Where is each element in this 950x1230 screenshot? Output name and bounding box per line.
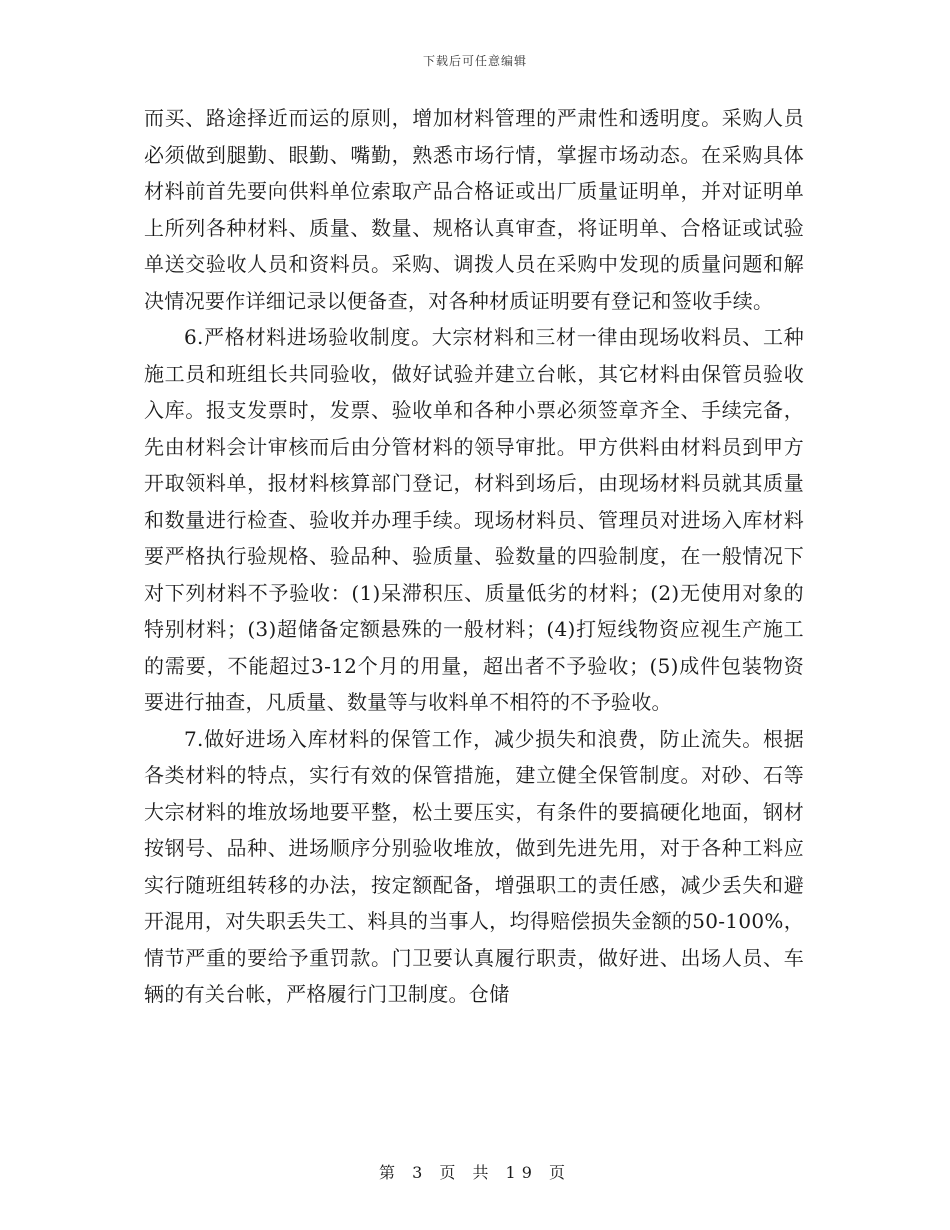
page-footer: 第 3 页 共 19 页 — [379, 1163, 571, 1182]
paragraph-item-6: 6.严格材料进场验收制度。大宗材料和三材一律由现场收料员、工种施工员和班组长共同验收，做好试验并建立台帐，其它材料由保管员验收入库。报支发票时，发票、验收单和各种小票必须签章齐全、手续完备，先由材料会计审核而后由分管材料的领导审批。甲方供料由材料员到甲方开取领料单，报材料核算部门登记，材料到场后，由现场材料员就其质量和数量进行检查、验收并办理手续。现场材料员、管理员对进场入库材料要严格执行验规格、验品种、验质量、验数量的四验制度，在一般情况下对下列材料不予验收：(1)呆滞积压、质量低劣的材料；(2)无使用对象的特别材料；(3)超储备定额悬殊的一般材料；(4)打短线物资应视生产施工的需要，不能超过3-12个月的用量，超出者不予验收；(5)成件包装物资要进行抽查，凡质量、数量等与收料单不相符的不予验收。 — [144, 325, 804, 714]
document-body — [144, 100, 804, 1013]
paragraph-item-7: 7.做好进场入库材料的保管工作，减少损失和浪费，防止流失。根据各类材料的特点，实行有效的保管措施，建立健全保管制度。对砂、石等大宗材料的堆放场地要平整，松土要压实，有条件的要搞硬化地面，钢材按钢号、品种、进场顺序分别验收堆放，做到先进先用，对于各种工料应实行随班组转移的办法，按定额配备，增强职工的责任感，减少丢失和避开混用，对失职丢失工、料具的当事人，均得赔偿损失金额的50-100%，情节严重的要给予重罚款。门卫要认真履行职责，做好进、出场人员、车辆的有关台帐，严格履行门卫制度。仓储 — [144, 726, 804, 1006]
page-header: 下载后可任意编辑 — [422, 54, 527, 68]
paragraph-continuation: 而买、路途择近而运的原则，增加材料管理的严肃性和透明度。采购人员必须做到腿勤、眼勤、嘴勤，熟悉市场行情，掌握市场动态。在采购具体材料前首先要向供料单位索取产品合格证或出厂质量证明单，并对证明单上所列各种材料、质量、数量、规格认真审查，将证明单、合格证或试验单送交验收人员和资料员。采购、调拨人员在采购中发现的质量问题和解决情况要作详细记录以便备查，对各种材质证明要有登记和签收手续。 — [144, 106, 804, 313]
